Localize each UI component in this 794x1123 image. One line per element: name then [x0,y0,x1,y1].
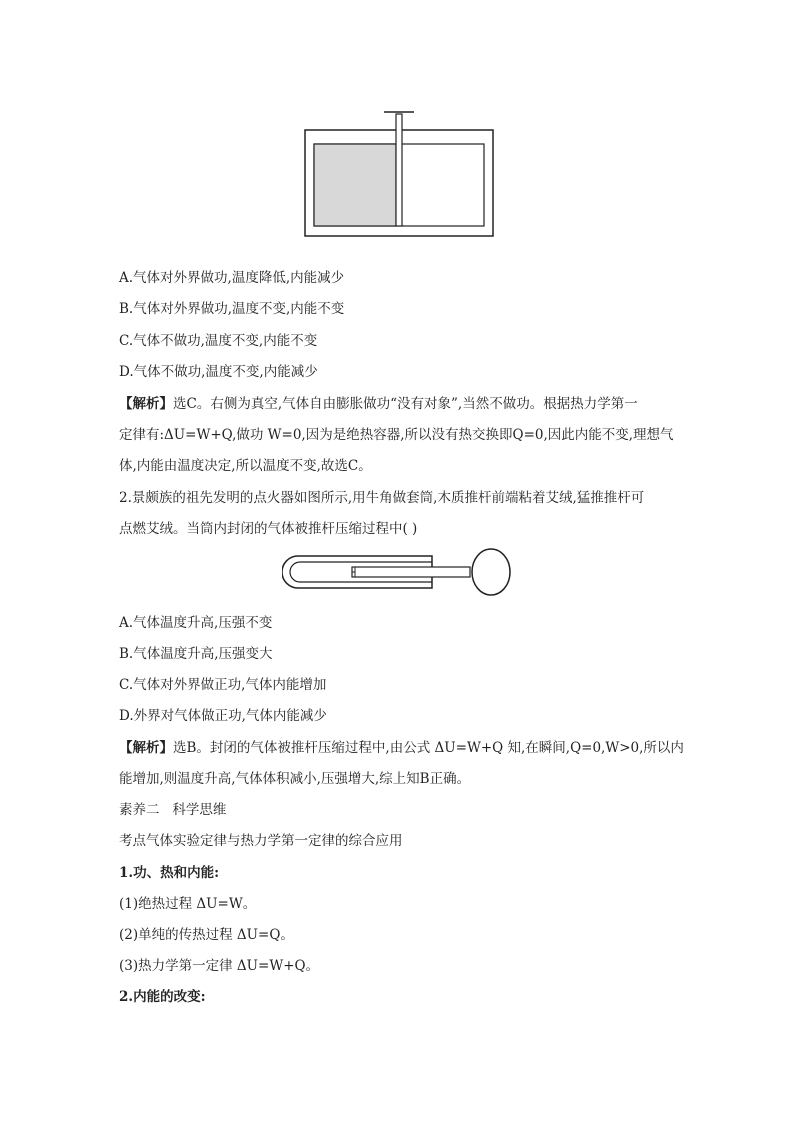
q1-option-b: B.气体对外界做功,温度不变,内能不变 [119,301,345,317]
q1-option-a: A.气体对外界做功,温度降低,内能减少 [119,270,345,286]
analysis-tag: 【解析】 [119,396,173,412]
heading-internal-energy: 2.内能的改变: [119,989,206,1005]
q2-analysis-line-1 [119,739,684,757]
analysis-text: 选C。右侧为真空,气体自由膨胀做功“没有对象”,当然不做功。根据热力学第一 [173,396,638,412]
container-diagram [296,106,502,240]
q2-stem-line-2: 点燃艾绒。当筒内封闭的气体被推杆压缩过程中( ) [119,521,418,537]
q2-option-a: A.气体温度升高,压强不变 [119,615,273,631]
q2-stem-line-1: 2.景颇族的祖先发明的点火器如图所示,用牛角做套筒,木质推杆前端粘着艾绒,猛推推杆可 [119,490,645,506]
q2-option-b: B.气体温度升高,压强变大 [119,646,273,662]
q1-option-c: C.气体不做功,温度不变,内能不变 [119,333,318,349]
analysis-text: 选B。封闭的气体被推杆压缩过程中,由公式 ΔU=W+Q 知,在瞬间,Q=0,W>0,所以内 [173,740,684,756]
section-topic: 考点气体实验定律与热力学第一定律的综合应用 [119,833,403,849]
item-first-law: (3)热力学第一定律 ΔU=W+Q。 [119,958,320,974]
section-title: 素养二 科学思维 [119,802,227,818]
fire-piston-diagram [282,546,514,600]
heading-work-heat: 1.功、热和内能: [119,865,220,881]
q1-analysis-line-1 [119,395,638,413]
q1-option-d: D.气体不做功,温度不变,内能减少 [119,364,318,380]
item-heat-transfer: (2)单纯的传热过程 ΔU=Q。 [119,927,294,943]
q1-analysis-line-3: 体,内能由温度决定,所以温度不变,故选C。 [119,458,372,474]
q2-option-c: C.气体对外界做正功,气体内能增加 [119,677,327,693]
analysis-tag: 【解析】 [119,740,173,756]
q2-analysis-line-2: 能增加,则温度升高,气体体积减小,压强增大,综上知B正确。 [119,771,471,787]
q2-option-d: D.外界对气体做正功,气体内能减少 [119,708,327,724]
item-adiabatic: (1)绝热过程 ΔU=W。 [119,896,257,912]
q1-analysis-line-2: 定律有:ΔU=W+Q,做功 W=0,因为是绝热容器,所以没有热交换即Q=0,因此内能不变,理想气 [119,427,674,443]
